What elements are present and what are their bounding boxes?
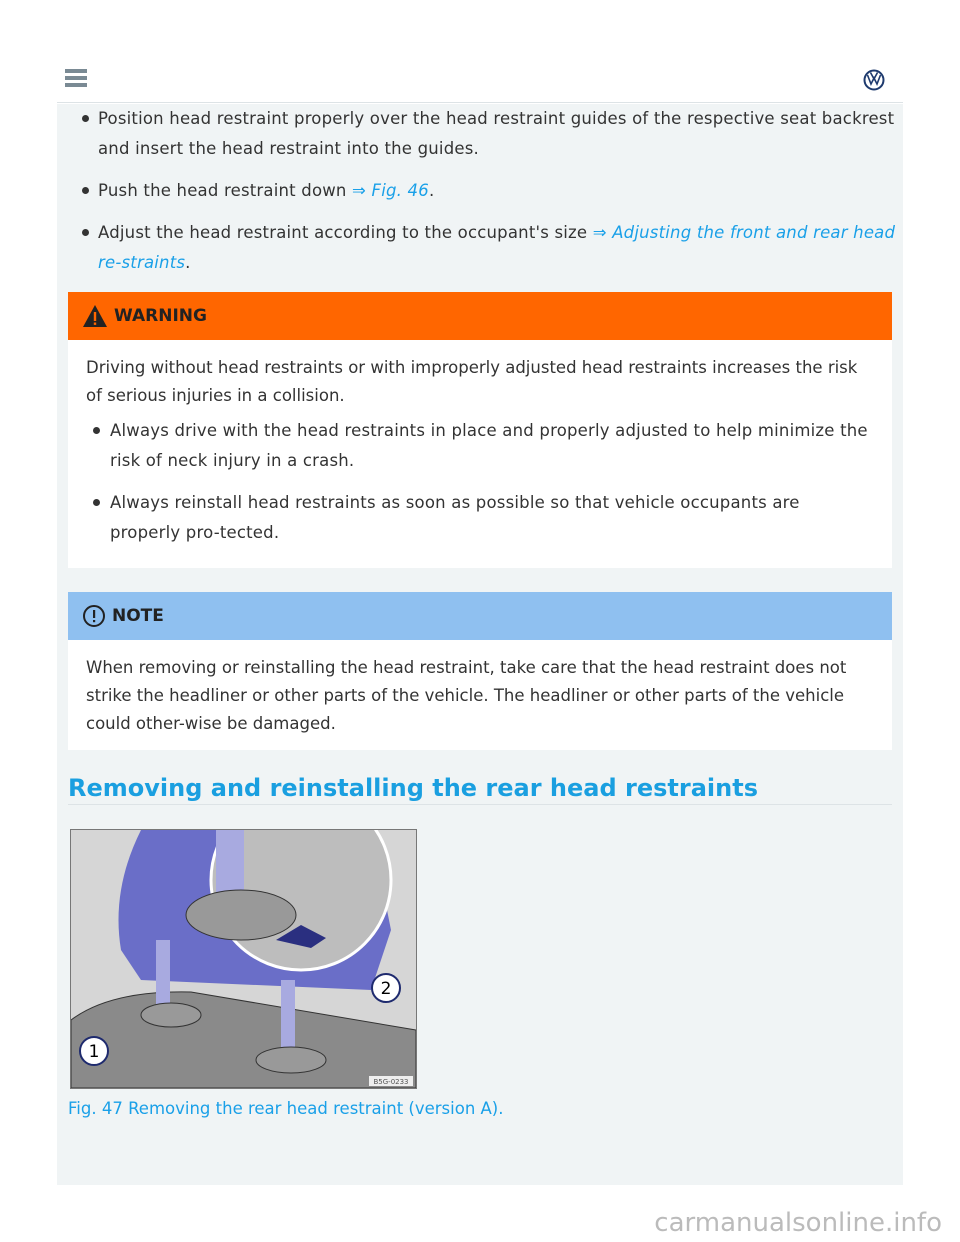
svg-text:1: 1 [88,1042,100,1062]
watermark: carmanualsonline.info [654,1208,942,1238]
step-item [57,176,903,206]
info-exclamation-icon [82,604,106,628]
vw-logo-icon[interactable] [863,69,885,91]
step-text: Push the head restraint down [98,181,353,200]
svg-text:2: 2 [380,979,392,999]
note-text: When removing or reinstalling the head restraint, take care that the head restraint does not strike the headliner or other parts of the vehicle. The headliner or other parts of the vehicle could other-wise be damaged. [86,658,847,733]
figure-caption: Fig. 47 Removing the rear head restraint (version A). [68,1099,504,1118]
content-area [57,104,903,1185]
step-list [57,104,903,278]
adjusting-head-restraints-link[interactable]: ⇒ Adjusting the front and rear head re-straints [98,223,896,272]
fig-46-link[interactable]: ⇒ Fig. 46 [352,181,429,200]
warning-title: WARNING [114,306,207,326]
hamburger-icon[interactable] [65,69,87,90]
section-heading: Removing and reinstalling the rear head restraints [68,774,892,805]
warning-header [68,292,892,340]
warning-item: Always reinstall head restraints as soon as possible so that vehicle occupants are properly pro-tected. [86,488,874,548]
step-text: Position head restraint properly over the head restraint guides of the respective seat backrest and insert the head restraint into the guides. [98,109,895,158]
warning-box [68,292,892,568]
step-text: Adjust the head restraint according to the occupant's size [98,223,593,242]
warning-triangle-icon [82,304,108,328]
step-text: . [428,181,435,200]
step-item [57,104,903,164]
figure-code: B5G-0233 [373,1078,409,1086]
warning-item: Always drive with the head restraints in place and properly adjusted to help minimize the risk of neck injury in a crash. [86,416,874,476]
callout-1 [80,1037,108,1065]
callout-2 [372,974,400,1002]
step-text: . [185,253,191,272]
note-header [68,592,892,640]
note-title: NOTE [112,606,164,626]
note-box [68,592,892,750]
step-item [57,218,903,278]
figure-47-image [70,829,417,1089]
warning-intro: Driving without head restraints or with improperly adjusted head restraints increases the risk of serious injuries in a collision. [86,358,858,405]
top-bar [57,55,903,103]
